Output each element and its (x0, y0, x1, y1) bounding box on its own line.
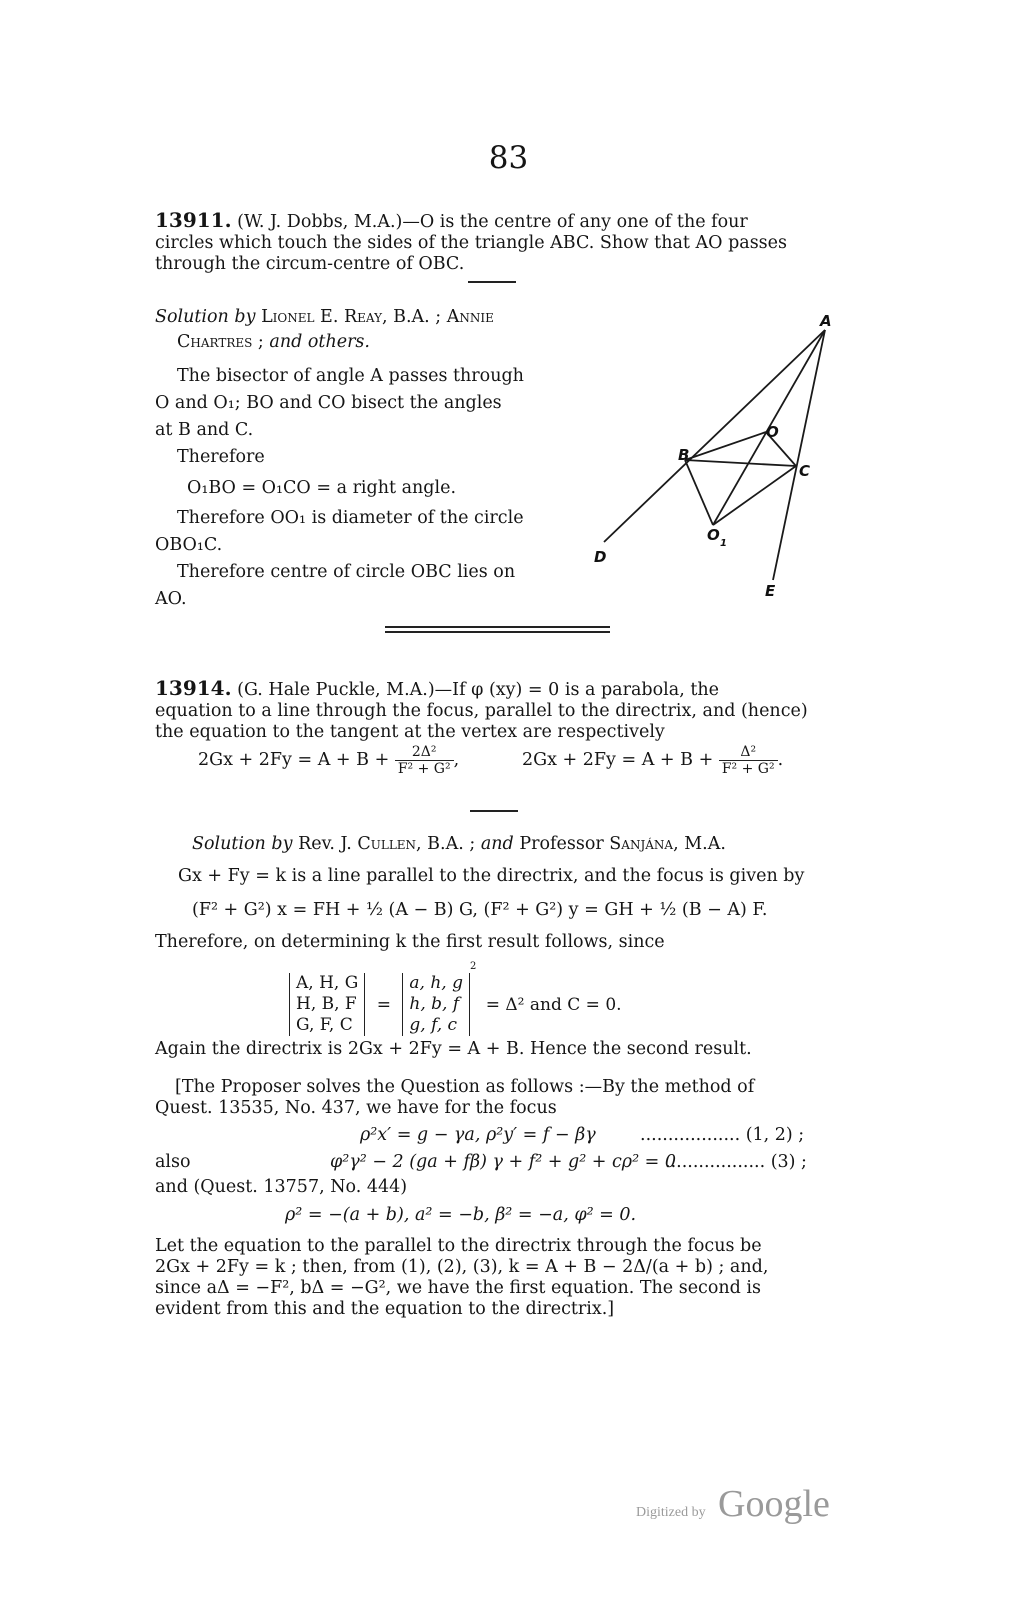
equation-ref: .................. (3) ; (665, 1152, 807, 1172)
label-o1: O (707, 526, 720, 544)
question-text-line: the equation to the tangent at the vertex are respectively (155, 722, 665, 742)
line-b-o (685, 432, 766, 460)
solution-line: OBO₁C. (155, 535, 223, 555)
solution-line: Therefore OO₁ is diameter of the circle (177, 508, 524, 528)
matrix-upper: A, H, G H, B, F G, F, C (289, 973, 365, 1036)
determinant-equation: A, H, G H, B, F G, F, C = a, h, g h, b, f g, f, c $^2$ = Δ² and C = 0. (289, 961, 622, 1036)
page-number: 83 (488, 140, 529, 176)
question-text-line: circles which touch the sides of the triangle ABC. Show that AO passes (155, 233, 787, 253)
proposer-line: Quest. 13535, No. 437, we have for the focus (155, 1098, 557, 1118)
equation-ref: .................. (1, 2) ; (640, 1125, 805, 1145)
proposer-line: evident from this and the equation to the directrix.] (155, 1299, 615, 1319)
proposer-equation-2: φ²γ² − 2 (ga + fβ) γ + f² + g² + cρ² = 0 (330, 1152, 677, 1172)
solver-names: Chartres ; (177, 332, 264, 352)
proposer-equation-1: ρ²x′ = g − γa, ρ²y′ = f − βγ (360, 1125, 596, 1145)
question-13911 (155, 210, 855, 275)
question-13914 (155, 678, 855, 743)
proposer-line: and (Quest. 13757, No. 444) (155, 1177, 408, 1197)
question-text-line: through the circum-centre of OBC. (155, 254, 465, 274)
question-text-line: (W. J. Dobbs, M.A.)—O is the centre of any one of the four (237, 212, 748, 232)
google-logo-text: Google (718, 1483, 830, 1525)
proposer-solution (155, 1077, 855, 1119)
solution-line: Therefore, on determining k the first result follows, since (155, 932, 665, 952)
solution-equation: O₁BO = O₁CO = a right angle. (187, 478, 457, 498)
label-d: D (594, 548, 607, 566)
proposer-line: since aΔ = −F², bΔ = −G², we have the first equation. The second is (155, 1278, 762, 1298)
solution-13911 (155, 307, 555, 613)
question-text-line: equation to a line through the focus, parallel to the directrix, and (hence) (155, 701, 808, 721)
solution-equation: (F² + G²) x = FH + ½ (A − B) G, (F² + G²) y = GH + ½ (B − A) F. (192, 900, 768, 920)
fraction: $\frac{\text{2Δ²}}{\text{F² + G²}}$ (395, 744, 454, 777)
solution-line: Therefore centre of circle OBC lies on (177, 562, 516, 582)
label-o1-subscript: 1 (720, 538, 727, 549)
double-rule-bottom (385, 631, 610, 633)
solution-line: at B and C. (155, 420, 254, 440)
separator-rule (470, 810, 518, 812)
proposer-also: also (155, 1152, 191, 1172)
line-c-o1 (713, 466, 796, 525)
label-o: O (766, 423, 779, 441)
proposer-line: 2Gx + 2Fy = k ; then, from (1), (2), (3), k = A + B − 2Δ/(a + b) ; and, (155, 1257, 769, 1277)
question-number: 13914. (155, 676, 232, 700)
triangle-figure (580, 300, 850, 620)
question-text-line: (G. Hale Puckle, M.A.)—If φ (xy) = 0 is a parabola, the (237, 680, 719, 700)
solution-line: The bisector of angle A passes through (177, 366, 524, 386)
fraction: $\frac{\text{Δ²}}{\text{F² + G²}}$ (719, 744, 778, 777)
label-a: A (820, 312, 832, 330)
solver-others: and others. (269, 332, 370, 352)
proposer-line: Let the equation to the parallel to the directrix through the focus be (155, 1236, 762, 1256)
solution-line: Again the directrix is 2Gx + 2Fy = A + B. Hence the second result. (155, 1039, 752, 1059)
proposer-equation-3: ρ² = −(a + b), a² = −b, β² = −a, φ² = 0. (285, 1205, 637, 1225)
line-b-c (685, 460, 796, 466)
matrix-lower: a, h, g h, b, f g, f, c (402, 973, 470, 1036)
digitized-by-text: Digitized by (636, 1505, 706, 1520)
solution-line: AO. (155, 589, 187, 609)
solution-13914-heading: Solution by Rev. J. Cullen, B.A. ; and Professor Sanjána, M.A. (192, 834, 726, 854)
solution-line: O and O₁; BO and CO bisect the angles (155, 393, 502, 413)
proposer-conclusion (155, 1236, 855, 1320)
label-c: C (799, 462, 811, 480)
proposer-line: [The Proposer solves the Question as follows :—By the method of (175, 1077, 755, 1097)
separator-rule (468, 281, 516, 283)
solver-names: Lionel E. Reay, B.A. ; Annie (261, 307, 494, 327)
solution-line: Gx + Fy = k is a line parallel to the directrix, and the focus is given by (178, 866, 805, 886)
line-a-e (773, 330, 825, 580)
double-rule-top (385, 626, 610, 628)
label-e: E (765, 582, 776, 600)
equation-line-a: 2Gx + 2Fy = A + B + $\frac{\text{2Δ²}}{\text{F² + G²}}$ , (198, 744, 460, 777)
equation-line-b: 2Gx + 2Fy = A + B + $\frac{\text{Δ²}}{\text{F² + G²}}$ . (522, 744, 784, 777)
line-a-d (604, 330, 825, 542)
line-b-o1 (685, 460, 713, 525)
solution-line: Therefore (177, 447, 265, 467)
question-number: 13911. (155, 208, 232, 232)
label-b: B (678, 446, 690, 464)
solution-by: Solution by (155, 307, 256, 327)
